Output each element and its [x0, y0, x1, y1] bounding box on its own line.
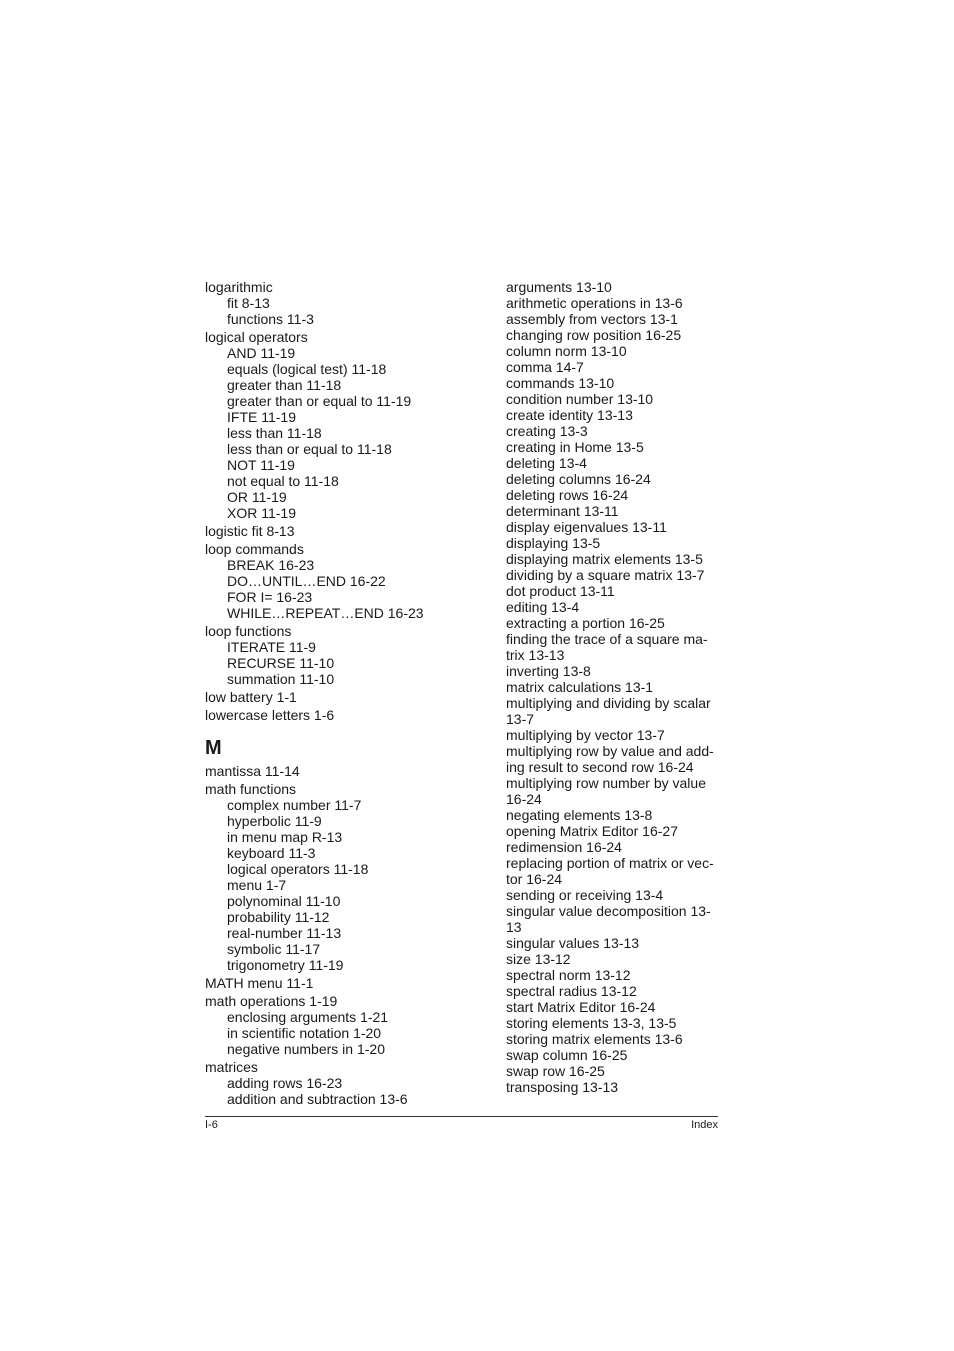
index-entry: logistic fit 8-13 — [205, 523, 295, 539]
index-entry: matrices — [205, 1059, 258, 1075]
index-column-right — [506, 279, 722, 1095]
index-subentry: less than 11-18 — [227, 425, 322, 441]
index-subentry: menu 1-7 — [227, 877, 287, 893]
index-subentry: display eigenvalues 13-11 — [506, 519, 667, 535]
index-subentry: swap column 16-25 — [506, 1047, 628, 1063]
index-subentry: storing elements 13-3, 13-5 — [506, 1015, 677, 1031]
index-subentry: swap row 16-25 — [506, 1063, 605, 1079]
index-subentry: negative numbers in 1-20 — [227, 1041, 385, 1057]
index-entry: logarithmic — [205, 279, 273, 295]
index-subentry: displaying 13-5 — [506, 535, 601, 551]
index-subentry: probability 11-12 — [227, 909, 330, 925]
index-entry: lowercase letters 1-6 — [205, 707, 335, 723]
index-subentry: NOT 11-19 — [227, 457, 295, 473]
index-subentry: size 13-12 — [506, 951, 571, 967]
index-entry: logical operators — [205, 329, 308, 345]
index-column-left — [205, 279, 475, 1107]
index-subentry: extracting a portion 16-25 — [506, 615, 665, 631]
index-subentry: assembly from vectors 13-1 — [506, 311, 678, 327]
index-subentry: comma 14-7 — [506, 359, 584, 375]
index-subentry: replacing portion of matrix or vec-tor 16-24 — [506, 855, 714, 887]
index-subentry: symbolic 11-17 — [227, 941, 321, 957]
index-subentry: create identity 13-13 — [506, 407, 633, 423]
index-subentry: addition and subtraction 13-6 — [227, 1091, 408, 1107]
index-subentry: multiplying and dividing by scalar 13-7 — [506, 695, 711, 727]
index-subentry: displaying matrix elements 13-5 — [506, 551, 703, 567]
index-entry: math operations 1-19 — [205, 993, 338, 1009]
index-subentry: fit 8-13 — [227, 295, 270, 311]
index-subentry: polynominal 11-10 — [227, 893, 341, 909]
index-subentry: functions 11-3 — [227, 311, 314, 327]
index-subentry: logical operators 11-18 — [227, 861, 369, 877]
index-subentry: DO…UNTIL…END 16-22 — [227, 573, 386, 589]
index-subentry: ITERATE 11-9 — [227, 639, 316, 655]
index-entry: mantissa 11-14 — [205, 763, 300, 779]
index-subentry: creating in Home 13-5 — [506, 439, 644, 455]
index-subentry: start Matrix Editor 16-24 — [506, 999, 656, 1015]
index-subentry: determinant 13-11 — [506, 503, 619, 519]
index-subentry: changing row position 16-25 — [506, 327, 682, 343]
index-subentry: enclosing arguments 1-21 — [227, 1009, 389, 1025]
section-letter: M — [205, 737, 222, 759]
index-subentry: BREAK 16-23 — [227, 557, 315, 573]
index-subentry: adding rows 16-23 — [227, 1075, 343, 1091]
index-subentry: AND 11-19 — [227, 345, 296, 361]
index-subentry: WHILE…REPEAT…END 16-23 — [227, 605, 424, 621]
index-subentry: spectral norm 13-12 — [506, 967, 631, 983]
index-subentry: dividing by a square matrix 13-7 — [506, 567, 705, 583]
footer-rule — [205, 1116, 718, 1117]
index-subentry: arithmetic operations in 13-6 — [506, 295, 683, 311]
index-subentry: dot product 13-11 — [506, 583, 615, 599]
index-subentry: editing 13-4 — [506, 599, 580, 615]
index-subentry: inverting 13-8 — [506, 663, 591, 679]
index-subentry: multiplying by vector 13-7 — [506, 727, 665, 743]
index-subentry: real-number 11-13 — [227, 925, 342, 941]
section-name: Index — [691, 1119, 718, 1131]
index-subentry: summation 11-10 — [227, 671, 335, 687]
index-subentry: greater than or equal to 11-19 — [227, 393, 412, 409]
index-subentry: spectral radius 13-12 — [506, 983, 637, 999]
page-number: I-6 — [205, 1119, 218, 1131]
index-subentry: equals (logical test) 11-18 — [227, 361, 387, 377]
index-subentry: in menu map R-13 — [227, 829, 343, 845]
index-entry: low battery 1-1 — [205, 689, 297, 705]
index-entry: math functions — [205, 781, 297, 797]
index-subentry: complex number 11-7 — [227, 797, 362, 813]
index-subentry: in scientific notation 1-20 — [227, 1025, 382, 1041]
index-subentry: trigonometry 11-19 — [227, 957, 344, 973]
index-subentry: singular value decomposition 13-13 — [506, 903, 711, 935]
index-subentry: condition number 13-10 — [506, 391, 654, 407]
index-entry: loop commands — [205, 541, 304, 557]
index-subentry: OR 11-19 — [227, 489, 287, 505]
index-subentry: commands 13-10 — [506, 375, 615, 391]
index-subentry: arguments 13-10 — [506, 279, 612, 295]
index-subentry: FOR I= 16-23 — [227, 589, 313, 605]
index-subentry: deleting rows 16-24 — [506, 487, 629, 503]
index-subentry: matrix calculations 13-1 — [506, 679, 654, 695]
index-subentry: hyperbolic 11-9 — [227, 813, 322, 829]
index-subentry: negating elements 13-8 — [506, 807, 653, 823]
index-subentry: multiplying row by value and add-ing result to second row 16-24 — [506, 743, 714, 775]
index-subentry: opening Matrix Editor 16-27 — [506, 823, 678, 839]
index-subentry: RECURSE 11-10 — [227, 655, 335, 671]
index-entry: MATH menu 11-1 — [205, 975, 314, 991]
index-subentry: deleting columns 16-24 — [506, 471, 651, 487]
index-subentry: redimension 16-24 — [506, 839, 622, 855]
index-subentry: storing matrix elements 13-6 — [506, 1031, 683, 1047]
index-subentry: less than or equal to 11-18 — [227, 441, 392, 457]
index-subentry: not equal to 11-18 — [227, 473, 339, 489]
index-subentry: IFTE 11-19 — [227, 409, 296, 425]
index-subentry: singular values 13-13 — [506, 935, 640, 951]
index-subentry: keyboard 11-3 — [227, 845, 316, 861]
index-subentry: creating 13-3 — [506, 423, 588, 439]
index-subentry: deleting 13-4 — [506, 455, 587, 471]
index-subentry: column norm 13-10 — [506, 343, 627, 359]
index-subentry: multiplying row number by value 16-24 — [506, 775, 706, 807]
index-subentry: finding the trace of a square ma-trix 13-13 — [506, 631, 708, 663]
index-subentry: sending or receiving 13-4 — [506, 887, 664, 903]
index-subentry: greater than 11-18 — [227, 377, 342, 393]
index-subentry: transposing 13-13 — [506, 1079, 619, 1095]
index-subentry: XOR 11-19 — [227, 505, 296, 521]
index-entry: loop functions — [205, 623, 292, 639]
